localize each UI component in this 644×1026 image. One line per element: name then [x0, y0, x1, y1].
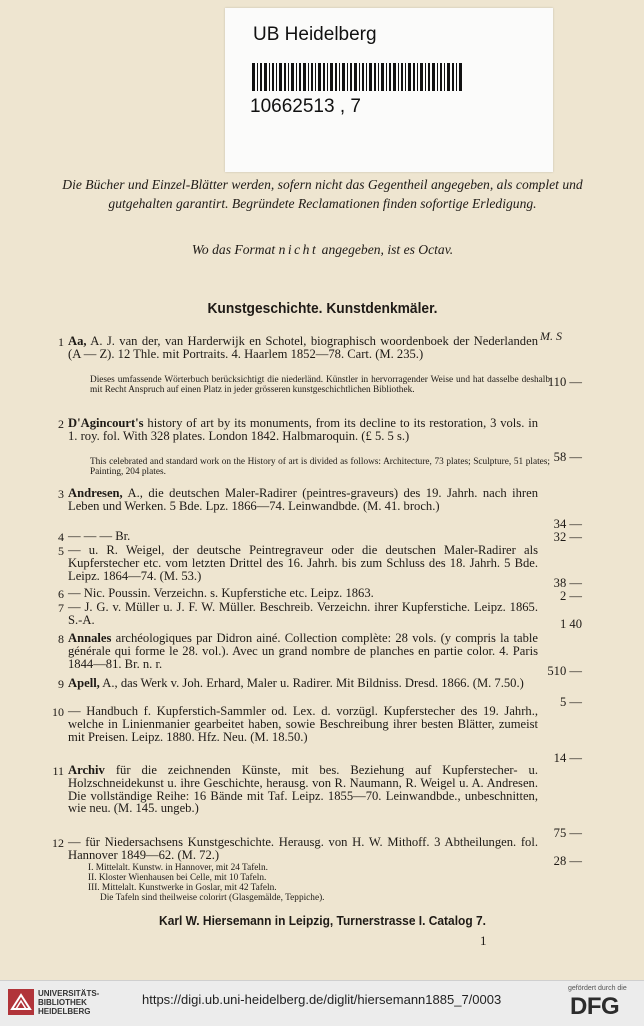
- dfg-logo: DFG: [570, 993, 620, 1020]
- entry-number: 10: [52, 705, 64, 719]
- entry-number: 12: [52, 836, 64, 850]
- entry-heading: Aa,: [68, 334, 87, 348]
- entry-text: [68, 705, 538, 743]
- library-label-title: UB Heidelberg: [253, 24, 377, 45]
- entry-body: A., die deutschen Maler-Radirer (peintres-graveurs) des 19. Jahrh. nach ihren Leben und Werken. 5 Bde. Lpz. 1866—74. Leinwandbde. (M. 41. broch.): [68, 486, 538, 513]
- section-title: Kunstgeschichte. Kunstdenkmäler.: [207, 300, 438, 317]
- entry-body: — Nic. Poussin. Verzeichn. s. Kupferstiche etc. Leipz. 1863.: [68, 586, 374, 600]
- entry-price: 32 —: [553, 530, 582, 544]
- entry-price: 14 —: [553, 751, 582, 765]
- entry-price: 58 —: [553, 450, 582, 464]
- entry-number: 11: [52, 764, 64, 778]
- format-note-c: angegeben, ist es Octav.: [318, 242, 454, 257]
- entry-note: Dieses umfassende Wörterbuch berücksichtigt die niederländ. Künstler in hervorragender Weise und hat dasselbe deshalb mit Recht Anspruch auf einen Platz in jeder grösseren kunstgeschichtlichen Bibliothek.: [90, 375, 550, 395]
- entry-sub-item: Die Tafeln sind theilweise colorirt (Glasgemälde, Teppiche).: [100, 893, 325, 903]
- funded-by-text: gefördert durch die: [568, 985, 627, 992]
- university-library-logo-icon: [8, 989, 34, 1015]
- entry-text: [68, 544, 538, 582]
- entry-sub-item: III. Mittelalt. Kunstwerke in Goslar, mit 42 Tafeln.: [88, 883, 277, 893]
- entry-number: 2: [58, 417, 64, 431]
- entry-heading: Archiv: [68, 763, 105, 777]
- university-library-logo-text: [38, 989, 99, 1016]
- entry-number: 5: [58, 544, 64, 558]
- entry-text: [68, 530, 538, 543]
- entry-body: — Handbuch f. Kupferstich-Sammler od. Lex. d. vorzügl. Kupferstecher des 19. Jahrh., welche in Linienmanier gearbeitet haben, sowie Beschreibung ihrer besten Blätter, zumeist mit Preisen. Leipz. 1880. Hfz. Neu. (M. 18.50.): [68, 704, 538, 744]
- entry-price: 28 —: [553, 854, 582, 868]
- catalog-footer: Karl W. Hiersemann in Leipzig, Turnerstrasse I. Catalog 7.: [159, 914, 486, 928]
- logo-line: HEIDELBERG: [38, 1007, 91, 1016]
- entry-sub-item: I. Mittelalt. Kunstw. in Hannover, mit 24 Tafeln.: [88, 863, 268, 873]
- currency-heading: M. S: [540, 329, 562, 343]
- entry-text: [68, 836, 538, 862]
- entry-body: — für Niedersachsens Kunstgeschichte. Herausg. von H. W. Mithoff. 3 Abtheilungen. fol. Hannover 1849—62. (M. 72.): [68, 835, 538, 862]
- entry-price: 38 —: [553, 576, 582, 590]
- entry-text: [68, 335, 538, 361]
- entry-sub-item: II. Kloster Wienhausen bei Celle, mit 10 Tafeln.: [88, 873, 267, 883]
- format-note-a: Wo das Format: [191, 242, 279, 257]
- format-note: [40, 242, 605, 258]
- intro-paragraph: Die Bücher und Einzel-Blätter werden, sofern nicht das Gegentheil angegeben, als complet und gutgehalten garantirt. Begründete Reclamationen finden sofortige Erledigung.: [62, 177, 583, 211]
- entry-body: — u. R. Weigel, der deutsche Peintregraveur oder die deutschen Maler-Radirer als Kupferstecher etc. vom letzten Drittel des 16. Jahrh. bis zum Schluss des 18. Jahrh. 5 Bde. Leipz. 1864—74. (M. 53.): [68, 543, 538, 583]
- page-number: 1: [480, 933, 487, 948]
- entry-body: A. J. van der, van Harderwijk en Schotel, biographisch woordenboek der Nederlanden (A — Z). 12 Thle. mit Portraits. 4. Haarlem 1852—78. Cart. (M. 235.): [68, 334, 538, 361]
- entry-body: A., das Werk v. Joh. Erhard, Maler u. Radirer. Mit Bildniss. Dresd. 1866. (M. 7.50.): [99, 676, 524, 690]
- entry-number: 3: [58, 487, 64, 501]
- entry-heading: D'Agincourt's: [68, 416, 144, 430]
- library-label: [225, 8, 553, 172]
- entry-heading: Apell,: [68, 676, 100, 690]
- entry-text: [68, 417, 538, 443]
- entry-number: 8: [58, 632, 64, 646]
- entry-text: [68, 487, 538, 513]
- viewer-bottom-bar: [0, 980, 644, 1026]
- entry-number: 1: [58, 335, 64, 349]
- library-label-id: 10662513 , 7: [250, 96, 361, 117]
- entry-body: history of art by its monuments, from its decline to its restoration, 3 vols. in 1. roy. fol. With 328 plates. London 1842. Halbmaroquin. (£ 5. 5 s.): [68, 416, 538, 443]
- format-note-emphasis: nicht: [278, 242, 319, 257]
- entry-price: 75 —: [553, 826, 582, 840]
- entry-note: This celebrated and standard work on the History of art is divided as follows: Architecture, 73 plates; Sculpture, 51 plates; Painting, 204 plates.: [90, 457, 550, 477]
- entry-price: 1 40: [559, 617, 582, 631]
- entry-text: [68, 632, 538, 670]
- entry-text: [68, 677, 538, 690]
- entry-number: 6: [58, 587, 64, 601]
- entry-price: 2 —: [559, 589, 582, 603]
- entry-price: 34 —: [553, 517, 582, 531]
- logo-line: BIBLIOTHEK: [38, 998, 87, 1007]
- logo-line: UNIVERSITÄTS-: [38, 989, 100, 998]
- entry-text: [68, 764, 538, 815]
- entry-price: 510 —: [547, 664, 582, 678]
- entry-text: [68, 587, 538, 600]
- entry-number: 9: [58, 677, 64, 691]
- entry-number: 7: [58, 601, 64, 615]
- entry-price: 110 —: [547, 375, 582, 389]
- entry-number: 4: [58, 530, 64, 544]
- entry-price: 5 —: [559, 695, 582, 709]
- barcode-icon: [252, 63, 462, 91]
- permalink-url[interactable]: https://digi.ub.uni-heidelberg.de/diglit/hiersemann1885_7/0003: [142, 992, 502, 1007]
- entry-body: für die zeichnenden Künste, mit bes. Beziehung auf Kupferstecher- u. Holzschneidekunst u. ihre Geschichte, herausg. von R. Naumann, R. Weigel u. A. Andresen. Die vollständige Reihe: 16 Bände mit Taf. Leipz. 1855—70. Leinwandbde., unbeschnitten, wie neu. (M. 145. ungeb.): [68, 763, 538, 816]
- entry-body: — — — Br.: [68, 529, 131, 543]
- entry-body: archéologiques par Didron ainé. Collection complète: 28 vols. (y compris la table générale qui forme le 28. vol.). Avec un grand nombre de planches en partie color. 4. Paris 1844—81. Br. n. r.: [68, 631, 538, 671]
- entry-body: — J. G. v. Müller u. J. F. W. Müller. Beschreib. Verzeichn. ihrer Kupferstiche. Leipz. 1865. S.-A.: [68, 600, 538, 627]
- entry-heading: Andresen,: [68, 486, 123, 500]
- entry-heading: Annales: [68, 631, 112, 645]
- entry-text: [68, 601, 538, 627]
